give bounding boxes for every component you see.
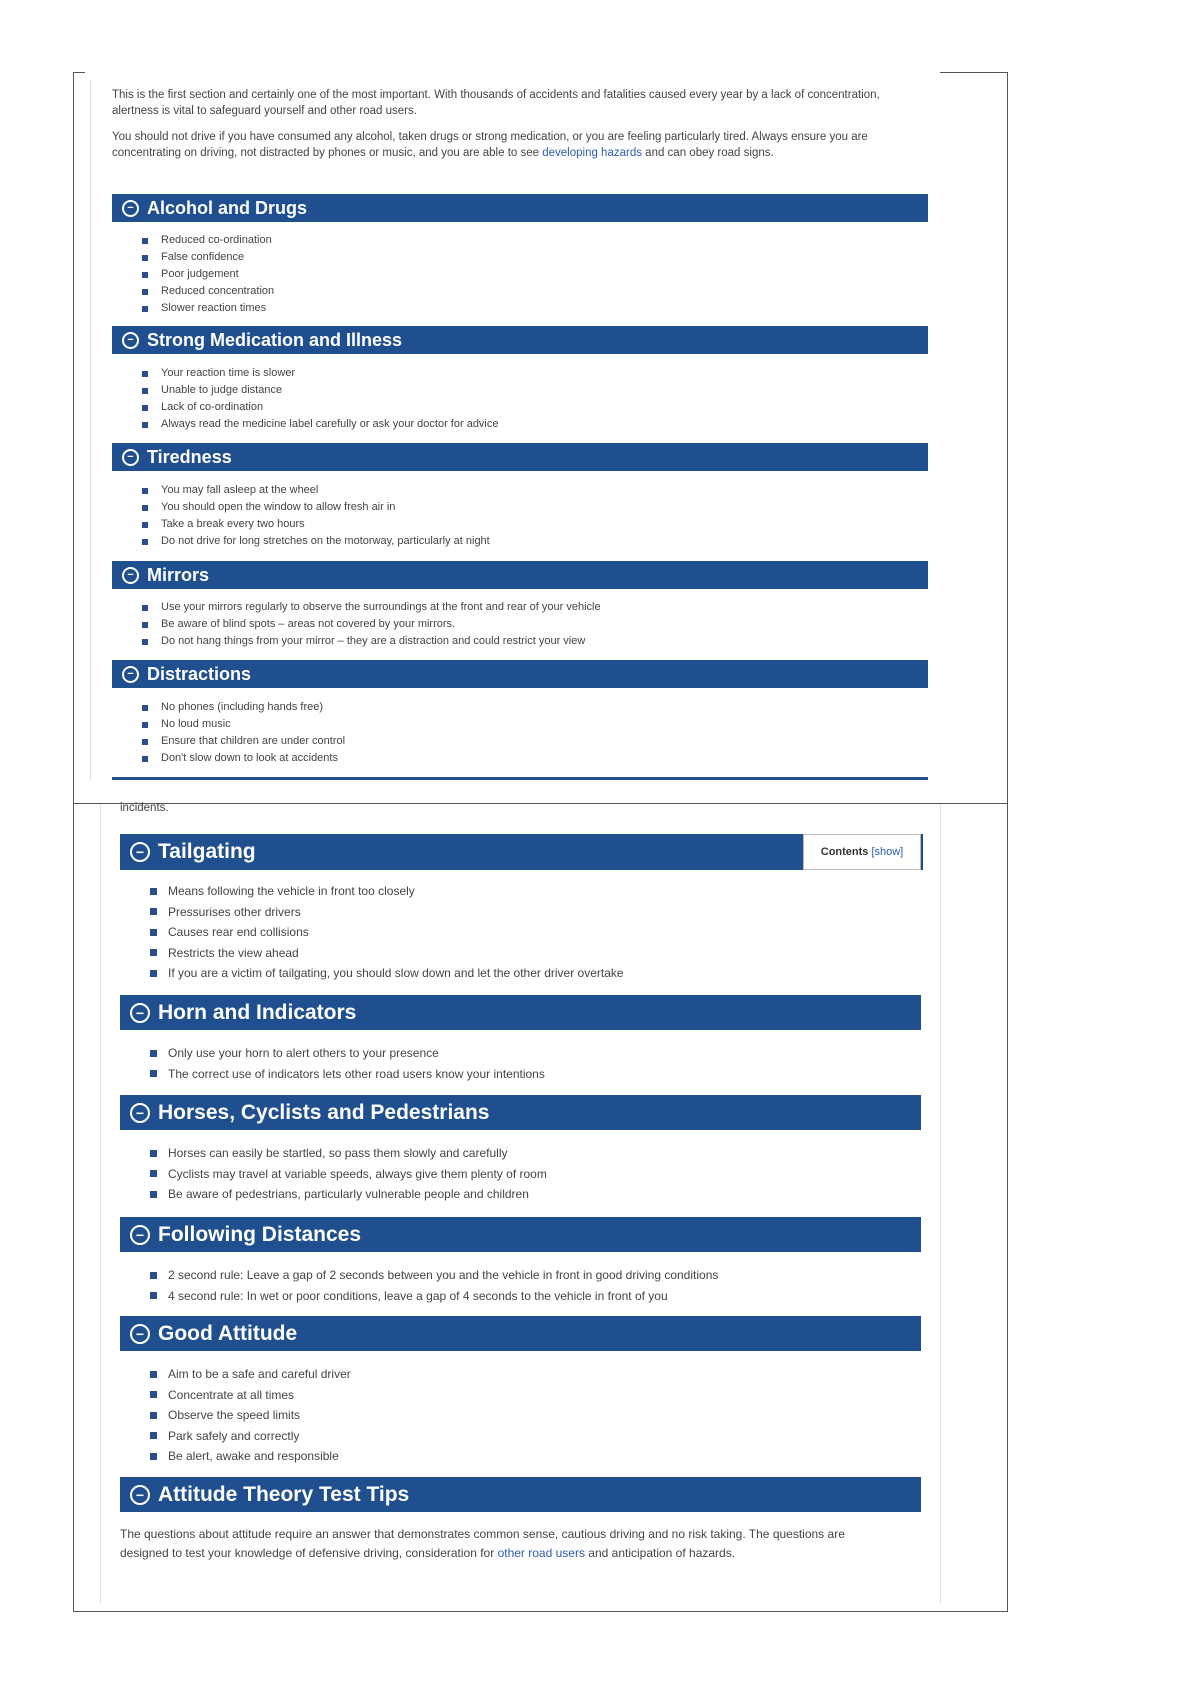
list-item [150, 902, 913, 923]
section-title: Following Distances [158, 1222, 362, 1246]
section-item-list [142, 482, 918, 550]
collapse-circle-icon: − [122, 200, 139, 217]
bullet-square-icon [142, 505, 148, 511]
bullet-square-icon [150, 1292, 157, 1299]
collapse-circle-icon: − [122, 332, 139, 349]
list-item [142, 365, 918, 382]
section-title: Alcohol and Drugs [147, 197, 308, 218]
bullet-square-icon [142, 622, 148, 628]
list-item-text: You may fall asleep at the wheel [161, 484, 319, 496]
bullet-square-icon [142, 739, 148, 745]
page1-panel-left-edge [90, 80, 91, 780]
list-item [150, 1064, 911, 1085]
section-title: Distractions [147, 663, 252, 684]
bullet-square-icon [142, 539, 148, 545]
bullet-square-icon [150, 888, 157, 895]
list-item [150, 943, 913, 964]
list-item-text: Aim to be a safe and careful driver [168, 1367, 351, 1381]
list-item [150, 1265, 911, 1286]
list-item [150, 881, 913, 902]
section-title: Attitude Theory Test Tips [158, 1482, 410, 1506]
list-item-text: Take a break every two hours [161, 518, 305, 530]
page2-cut-text: incidents. [120, 802, 169, 814]
list-item [142, 633, 918, 650]
list-item [150, 963, 913, 984]
bullet-square-icon [150, 908, 157, 915]
list-item [142, 382, 918, 399]
list-item [142, 616, 918, 633]
bullet-square-icon [150, 1272, 157, 1279]
page2-panel-left-edge [100, 804, 101, 1604]
bullet-square-icon [150, 1170, 157, 1177]
list-item [142, 733, 918, 750]
bullet-square-icon [150, 1453, 157, 1460]
list-item [150, 1043, 911, 1064]
list-item-text: Concentrate at all times [168, 1387, 295, 1402]
frame-top-left-tick [73, 72, 85, 73]
list-item-text: Lack of co-ordination [161, 401, 264, 413]
bullet-square-icon [142, 371, 148, 377]
bullet-square-icon [150, 1412, 157, 1419]
frame-bottom-line [73, 1611, 1008, 1612]
intro-paragraph-2-text: You should not drive if you have consumed any alcohol, taken drugs or strong medication, or you are feeling particularly tired. Always ensure you are concentrating on driving, not distracted by phones or music, and you are able to see [112, 131, 868, 159]
list-item-text: Only use your horn to alert others to your presence [168, 1046, 439, 1060]
bullet-square-icon [150, 1371, 157, 1378]
list-item [150, 1184, 911, 1205]
section-header-tiredness[interactable] [112, 443, 928, 471]
list-item-text: The correct use of indicators lets other road users know your intentions [168, 1066, 545, 1081]
list-item [150, 1385, 911, 1406]
section-item-list [150, 1265, 911, 1306]
list-item [142, 750, 918, 767]
intro-paragraph-1: This is the first section and certainly one of the most important. With thousands of accidents and fatalities caused every year by a lack of concentration, alertness is vital to safeguard yourself and other road users. [112, 89, 880, 117]
bullet-square-icon [142, 639, 148, 645]
bullet-square-icon [142, 255, 148, 261]
section-item-list [142, 365, 918, 433]
bullet-square-icon [150, 1391, 157, 1398]
frame-right-line [1007, 72, 1008, 1612]
section-item-list [142, 599, 918, 650]
collapse-circle-icon: − [130, 842, 150, 862]
section-header-good-attitude[interactable] [120, 1316, 921, 1351]
collapse-circle-icon: − [130, 1103, 150, 1123]
list-item-text: False confidence [161, 251, 245, 263]
list-item-text: Poor judgement [161, 268, 239, 280]
list-item-text: Means following the vehicle in front too closely [168, 884, 415, 898]
list-item-text: Use your mirrors regularly to observe the surroundings at the front and rear of your vehicle [161, 601, 601, 613]
bullet-square-icon [150, 1150, 157, 1157]
section-header-mirrors[interactable] [112, 561, 928, 589]
list-item-text: Restricts the view ahead [168, 945, 299, 960]
list-item [150, 1426, 911, 1447]
list-item [142, 516, 918, 533]
bullet-square-icon [142, 289, 148, 295]
section-item-list [142, 232, 918, 317]
section-header-attitude-theory-test-tips[interactable] [120, 1477, 921, 1512]
list-item [142, 232, 918, 249]
list-item [142, 399, 918, 416]
section-title: Horn and Indicators [158, 1000, 357, 1024]
contents-show-link[interactable]: [show] [871, 846, 904, 858]
list-item-text: Do not hang things from your mirror – they are a distraction and could restrict your view [161, 635, 586, 647]
list-item [142, 416, 918, 433]
list-item-text: Slower reaction times [161, 302, 267, 314]
list-item-text: Cyclists may travel at variable speeds, always give them plenty of room [168, 1166, 547, 1181]
bullet-square-icon [142, 405, 148, 411]
page1-content [112, 87, 928, 171]
list-item [142, 283, 918, 300]
outro-text-a: The questions about attitude require an answer that demonstrates common sense, cautious driving and no risk taking. The questions are designed to test your knowledge of defensive driving, consideration for [120, 1527, 845, 1560]
section-title: Horses, Cyclists and Pedestrians [158, 1100, 490, 1124]
bullet-square-icon [142, 522, 148, 528]
list-item [142, 266, 918, 283]
list-item-text: Park safely and correctly [168, 1428, 300, 1443]
page1-bottom-rule [112, 777, 928, 780]
list-item-text: Causes rear end collisions [168, 925, 309, 939]
bullet-square-icon [142, 705, 148, 711]
section-header-horn-and-indicators[interactable] [120, 995, 921, 1030]
list-item-text: Reduced concentration [161, 285, 275, 297]
list-item [142, 499, 918, 516]
section-header-strong-medication-and-illness[interactable] [112, 326, 928, 354]
list-item-text: Reduced co-ordination [161, 234, 272, 246]
list-item-text: Observe the speed limits [168, 1408, 301, 1422]
list-item-text: 2 second rule: Leave a gap of 2 seconds between you and the vehicle in front in good driving conditions [168, 1268, 719, 1282]
list-item [142, 482, 918, 499]
list-item [150, 922, 913, 943]
bullet-square-icon [150, 1191, 157, 1198]
section-item-list [150, 881, 913, 984]
list-item [142, 533, 918, 550]
list-item [150, 1164, 911, 1185]
section-item-list [150, 1143, 911, 1205]
bullet-square-icon [142, 272, 148, 278]
list-item-text: Always read the medicine label carefully or ask your doctor for advice [161, 418, 499, 430]
bullet-square-icon [142, 422, 148, 428]
bullet-square-icon [150, 949, 157, 956]
list-item-text: Pressurises other drivers [168, 904, 301, 919]
list-item-text: No loud music [161, 718, 231, 730]
bullet-square-icon [150, 1070, 157, 1077]
collapse-circle-icon: − [130, 1003, 150, 1023]
bullet-square-icon [150, 1432, 157, 1439]
list-item-text: Be aware of pedestrians, particularly vulnerable people and children [168, 1187, 529, 1201]
bullet-square-icon [150, 970, 157, 977]
section-title: Mirrors [147, 564, 210, 585]
list-item-text: Be alert, awake and responsible [168, 1449, 339, 1463]
outro-text-b: and anticipation of hazards. [584, 1546, 736, 1560]
list-item [150, 1364, 911, 1385]
bullet-square-icon [142, 605, 148, 611]
frame-divider [73, 803, 1008, 804]
section-title: Tiredness [147, 446, 232, 467]
section-item-list [150, 1043, 911, 1084]
list-item [150, 1286, 911, 1307]
developing-hazards-link[interactable]: developing hazards [542, 147, 642, 159]
list-item [150, 1405, 911, 1426]
page2-panel-right-edge [940, 804, 941, 1604]
section-header-following-distances[interactable] [120, 1217, 921, 1252]
list-item [150, 1446, 911, 1467]
collapse-circle-icon: − [122, 666, 139, 683]
section-title: Strong Medication and Illness [147, 329, 403, 350]
collapse-circle-icon: − [122, 449, 139, 466]
bullet-square-icon [142, 238, 148, 244]
list-item-text: Do not drive for long stretches on the motorway, particularly at night [161, 535, 490, 547]
section-title: Tailgating [158, 840, 256, 863]
collapse-circle-icon: − [122, 567, 139, 584]
frame-top-right-line [940, 72, 1008, 73]
frame-left-line [73, 72, 74, 1612]
list-item-text: Don't slow down to look at accidents [161, 752, 338, 764]
intro-paragraph-2-tail: and can obey road signs. [641, 147, 774, 159]
list-item [150, 1143, 911, 1164]
list-item [142, 249, 918, 266]
list-item [142, 716, 918, 733]
section-title: Good Attitude [158, 1321, 298, 1345]
list-item [142, 300, 918, 317]
bullet-square-icon [142, 756, 148, 762]
section-header-alcohol-and-drugs[interactable] [112, 194, 928, 222]
list-item-text: Your reaction time is slower [161, 367, 296, 379]
list-item-text: You should open the window to allow fresh air in [161, 501, 396, 513]
bullet-square-icon [142, 722, 148, 728]
list-item [142, 599, 918, 616]
contents-box[interactable] [803, 834, 921, 870]
list-item-text: 4 second rule: In wet or poor conditions, leave a gap of 4 seconds to the vehicle in front of you [168, 1288, 668, 1303]
collapse-circle-icon: − [130, 1225, 150, 1245]
page2-outro [120, 1525, 890, 1563]
list-item-text: Ensure that children are under control [161, 735, 346, 747]
list-item [142, 699, 918, 716]
collapse-circle-icon: − [130, 1485, 150, 1505]
list-item-text: If you are a victim of tailgating, you should slow down and let the other driver overtake [168, 966, 624, 980]
bullet-square-icon [142, 306, 148, 312]
list-item-text: Horses can easily be startled, so pass them slowly and carefully [168, 1146, 508, 1160]
intro-paragraph-2 [112, 129, 928, 161]
list-item-text: Be aware of blind spots – areas not covered by your mirrors. [161, 618, 456, 630]
bullet-square-icon [142, 388, 148, 394]
other-road-users-link[interactable]: other road users [497, 1546, 585, 1560]
bullet-square-icon [142, 488, 148, 494]
contents-label: Contents [820, 846, 869, 858]
list-item-text: Unable to judge distance [161, 384, 283, 396]
collapse-circle-icon: − [130, 1324, 150, 1344]
list-item-text: No phones (including hands free) [161, 701, 324, 713]
section-item-list [150, 1364, 911, 1467]
section-header-distractions[interactable] [112, 660, 928, 688]
section-item-list [142, 699, 918, 767]
bullet-square-icon [150, 1050, 157, 1057]
section-header-horses-cyclists-and-pedestrians[interactable] [120, 1095, 921, 1130]
bullet-square-icon [150, 929, 157, 936]
